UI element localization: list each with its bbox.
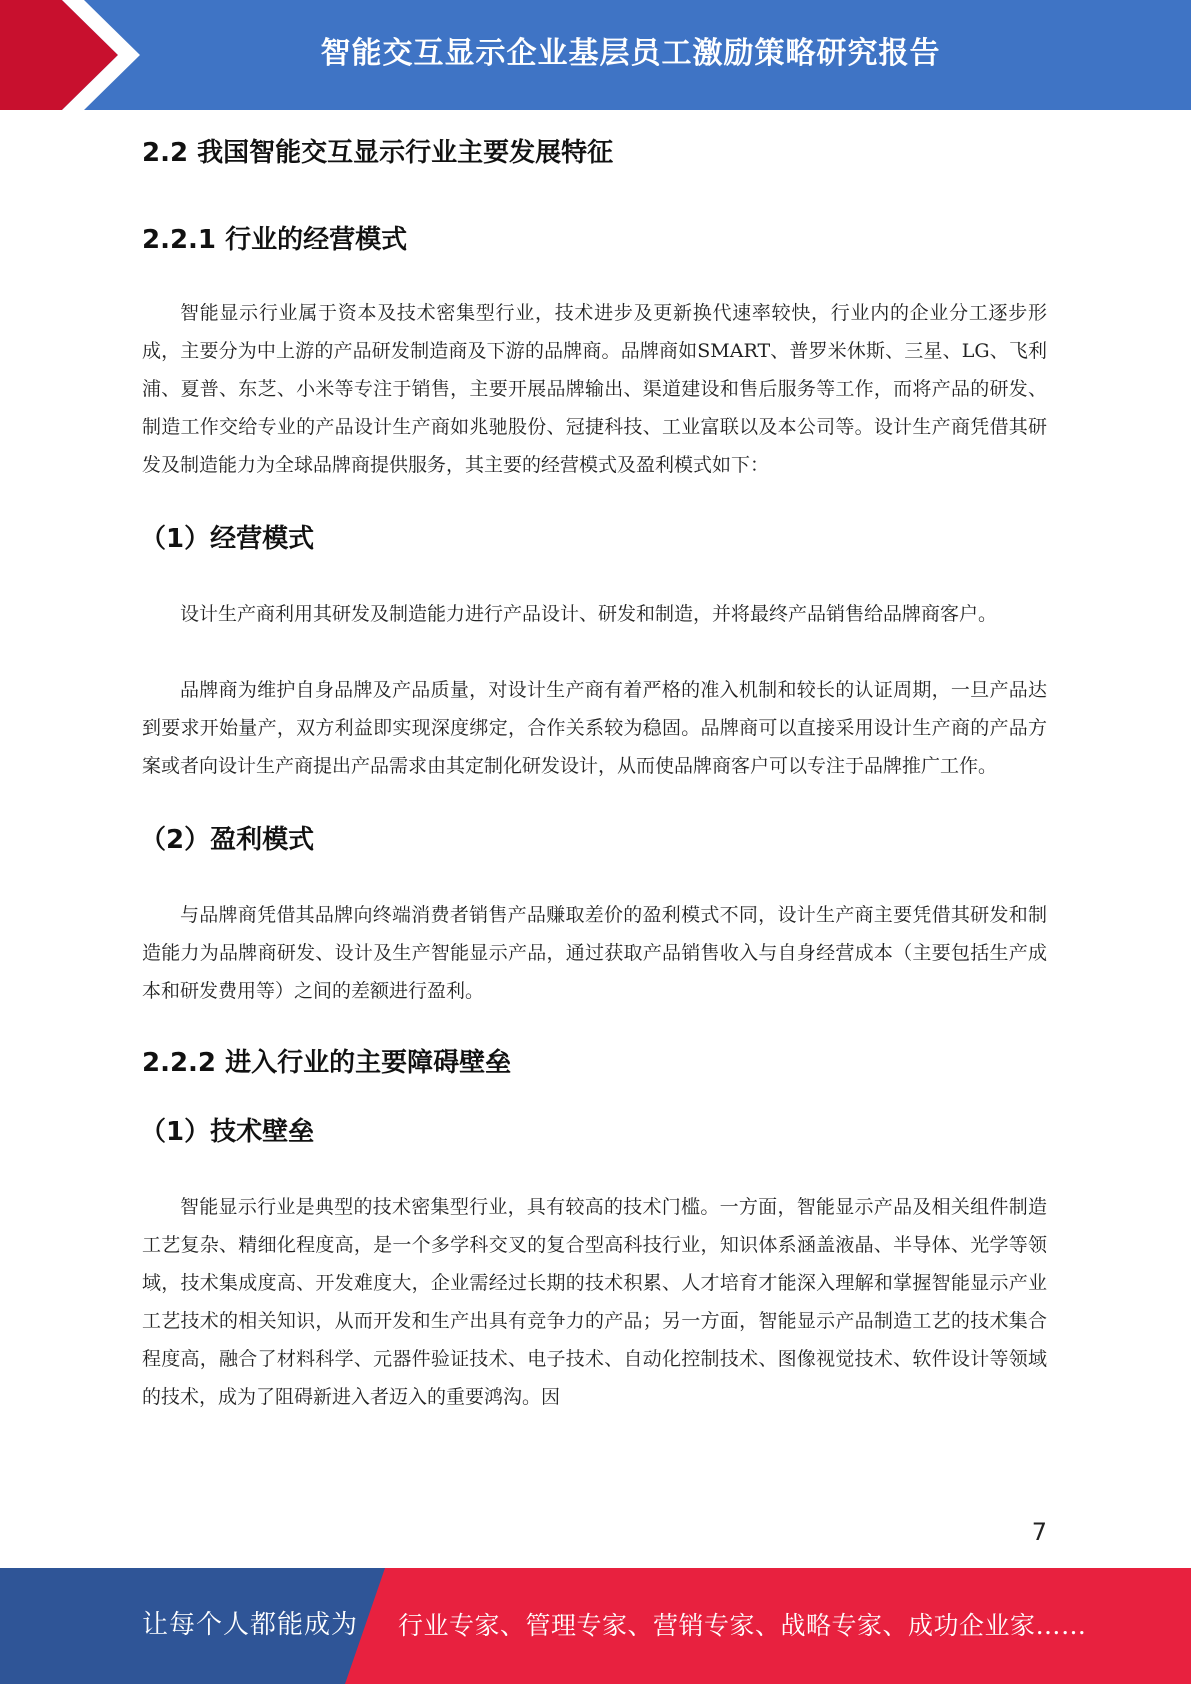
item-heading-operating-model: （1）经营模式 xyxy=(140,524,315,554)
item-heading-profit-model: （2）盈利模式 xyxy=(140,825,315,855)
paragraph-profit-model: 与品牌商凭借其品牌向终端消费者销售产品赚取差价的盈利模式不同，设计生产商主要凭借其研发和制造能力为品牌商研发、设计及生产智能显示产品，通过获取产品销售收入与自身经营成本（主要包括生产成本和研发费用等）之间的差额进行盈利。 xyxy=(142,904,1047,1002)
section-heading-2-2-2: 2.2.2 进入行业的主要障碍壁垒 xyxy=(142,1048,512,1078)
document-title: 智能交互显示企业基层员工激励策略研究报告 xyxy=(320,36,941,71)
paragraph-tech-barrier: 智能显示行业是典型的技术密集型行业，具有较高的技术门槛。一方面，智能显示产品及相关组件制造工艺复杂、精细化程度高，是一个多学科交叉的复合型高科技行业，知识体系涵盖液晶、半导体、光学等领域，技术集成度高、开发难度大，企业需经过长期的技术积累、人才培育才能深入理解和掌握智能显示产业工艺技术的相关知识，从而开发和生产出具有竞争力的产品；另一方面，智能显示产品制造工艺的技术集合程度高，融合了材料科学、元器件验证技术、电子技术、自动化控制技术、图像视觉技术、软件设计等领域的技术，成为了阻碍新进入者迈入的重要鸿沟。因 xyxy=(142,1196,1047,1408)
paragraph-operating-model-2: 品牌商为维护自身品牌及产品质量，对设计生产商有着严格的准入机制和较长的认证周期，一旦产品达到要求开始量产，双方利益即实现深度绑定，合作关系较为稳固。品牌商可以直接采用设计生产商的产品方案或者向设计生产商提出产品需求由其定制化研发设计，从而使品牌商客户可以专注于品牌推广工作。 xyxy=(142,679,1047,777)
section-heading-2-2: 2.2 我国智能交互显示行业主要发展特征 xyxy=(142,138,614,168)
item-heading-tech-barrier: （1）技术壁垒 xyxy=(140,1117,315,1147)
page-number: 7 xyxy=(1031,1518,1047,1546)
main-content xyxy=(142,128,1047,1416)
section-heading-2-2-1: 2.2.1 行业的经营模式 xyxy=(142,225,408,255)
footer-banner xyxy=(0,1568,1191,1684)
footer-slogan-left: 让每个人都能成为 xyxy=(142,1610,359,1640)
paragraph-business-overview: 智能显示行业属于资本及技术密集型行业，技术进步及更新换代速率较快，行业内的企业分工逐步形成，主要分为中上游的产品研发制造商及下游的品牌商。品牌商如SMART、普罗米休斯、三星、LG、飞利浦、夏普、东芝、小米等专注于销售，主要开展品牌输出、渠道建设和售后服务等工作，而将产品的研发、制造工作交给专业的产品设计生产商如兆驰股份、冠捷科技、工业富联以及本公司等。设计生产商凭借其研发及制造能力为全球品牌商提供服务，其主要的经营模式及盈利模式如下： xyxy=(142,302,1047,476)
header-arrow-decoration xyxy=(0,0,160,110)
paragraph-operating-model-1: 设计生产商利用其研发及制造能力进行产品设计、研发和制造，并将最终产品销售给品牌商客户。 xyxy=(180,603,998,625)
footer-slogan-right: 行业专家、管理专家、营销专家、战略专家、成功企业家…… xyxy=(398,1611,1087,1640)
header-banner xyxy=(0,0,1191,110)
